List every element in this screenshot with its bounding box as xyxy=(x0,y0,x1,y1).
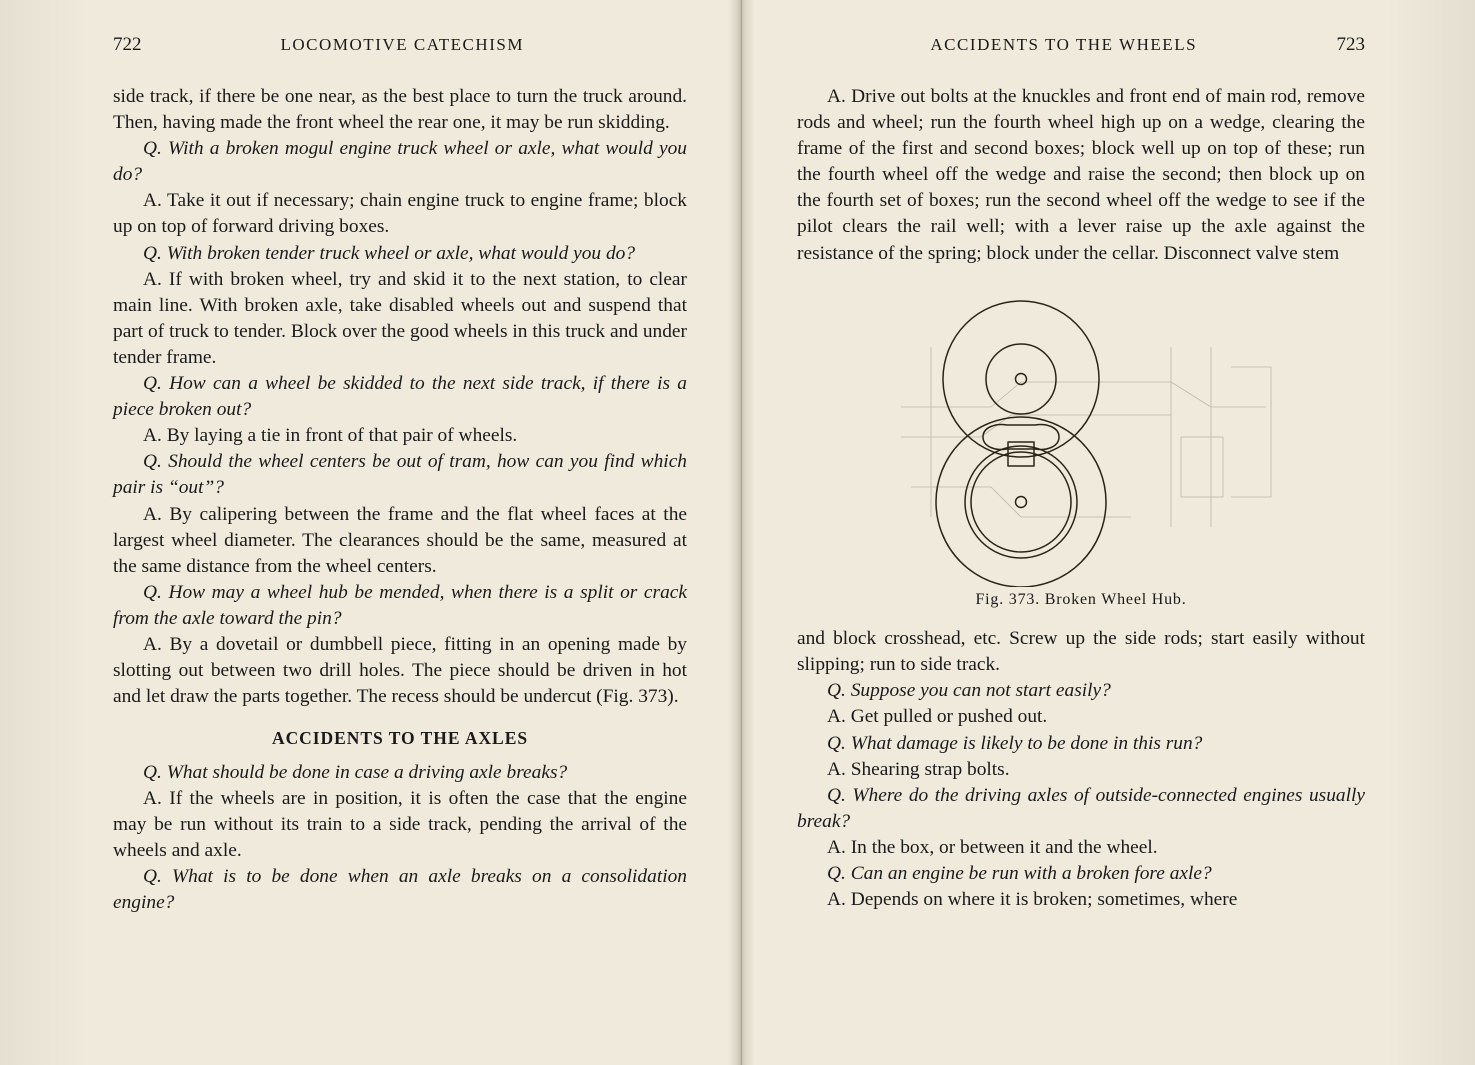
paragraph-answer: A. By calipering between the frame and the flat wheel faces at the largest wheel diameter. The clearances should be the same, measured at the same distance from the wheel centers. xyxy=(113,503,687,577)
paragraph-answer: A. By laying a tie in front of that pair of wheels. xyxy=(143,425,518,447)
paragraph-answer: A. If the wheels are in position, it is often the case that the engine may be run without its train to a side track, pending the arrival of the wheels and axle. xyxy=(113,787,687,862)
paragraph-body-continued: side track, if there be one near, as the best place to turn the truck around. Then, having made the front wheel the rear one, it may be run skidding. xyxy=(113,86,687,134)
paragraph-answer: A. Shearing strap bolts. xyxy=(827,758,1010,780)
paragraph-answer: A. By a dovetail or dumbbell piece, fitting in an opening made by slotting out between two drill holes. The piece should be driven in hot and let draw the parts together. The recess should be undercut (Fig. 373). xyxy=(113,633,687,708)
paragraph-question: Q. Suppose you can not start easily? xyxy=(827,680,1111,702)
running-head-right: ACCIDENTS TO THE WHEELS xyxy=(930,35,1198,54)
page-header-left xyxy=(113,34,687,58)
paragraph-question: Q. Where do the driving axles of outside-connected engines usually break? xyxy=(797,784,1365,832)
broken-wheel-hub-illustration xyxy=(871,287,1291,587)
paragraph-question: Q. Should the wheel centers be out of tram, how can you find which pair is “out”? xyxy=(113,451,687,499)
paragraph-question: Q. What is to be done when an axle breaks on a consolidation engine? xyxy=(113,866,687,914)
page-number-right: 723 xyxy=(1336,34,1365,55)
running-head-left: LOCOMOTIVE CATECHISM xyxy=(280,35,525,54)
text-column-right xyxy=(797,84,1365,913)
paragraph-question: Q. What should be done in case a driving axle breaks? xyxy=(143,761,568,783)
paragraph-question: Q. How can a wheel be skidded to the next side track, if there is a piece broken out? xyxy=(113,373,687,421)
paragraph-question: Q. With a broken mogul engine truck wheel or axle, what would you do? xyxy=(113,138,687,186)
page-right xyxy=(742,0,1475,1065)
page-header-right xyxy=(797,34,1365,58)
page-number-left: 722 xyxy=(113,34,142,55)
section-heading: ACCIDENTS TO THE AXLES xyxy=(271,728,529,749)
paragraph-answer: A. If with broken wheel, try and skid it to the next station, to clear main line. With broken axle, take disabled wheels out and suspend that part of truck to tender. Block over the good wheels in this truck and under tender frame. xyxy=(113,268,687,368)
paragraph-answer: A. Depends on where it is broken; sometimes, where xyxy=(827,889,1238,911)
text-column-left xyxy=(113,84,687,916)
paragraph-answer: A. Take it out if necessary; chain engine truck to engine frame; block up on top of forward driving boxes. xyxy=(113,190,687,238)
paragraph-question: Q. Can an engine be run with a broken fore axle? xyxy=(827,863,1212,885)
paragraph-body-continued: and block crosshead, etc. Screw up the side rods; start easily without slipping; run to side track. xyxy=(797,628,1365,676)
paragraph-answer: A. Drive out bolts at the knuckles and front end of main rod, remove rods and wheel; run the fourth wheel high up on a wedge, clearing the frame of the first and second boxes; block well up on top of these; run the fourth wheel off the wedge and raise the second; then block up on the fourth set of boxes; run the second wheel off the wedge to see if the pilot clears the rail well; with a lever raise up the axle against the resistance of the spring; block under the cellar. Disconnect valve stem xyxy=(797,86,1365,264)
paragraph-answer: A. Get pulled or pushed out. xyxy=(827,706,1048,728)
book-gutter-line xyxy=(741,0,742,1065)
figure-broken-wheel-hub xyxy=(797,287,1365,611)
paragraph-answer: A. In the box, or between it and the wheel. xyxy=(827,836,1158,858)
paragraph-question: Q. How may a wheel hub be mended, when there is a split or crack from the axle toward the pin? xyxy=(113,581,687,629)
paragraph-question: Q. What damage is likely to be done in this run? xyxy=(827,732,1203,754)
figure-caption: Fig. 373. Broken Wheel Hub. xyxy=(975,590,1187,608)
paragraph-question: Q. With broken tender truck wheel or axle, what would you do? xyxy=(143,242,636,264)
